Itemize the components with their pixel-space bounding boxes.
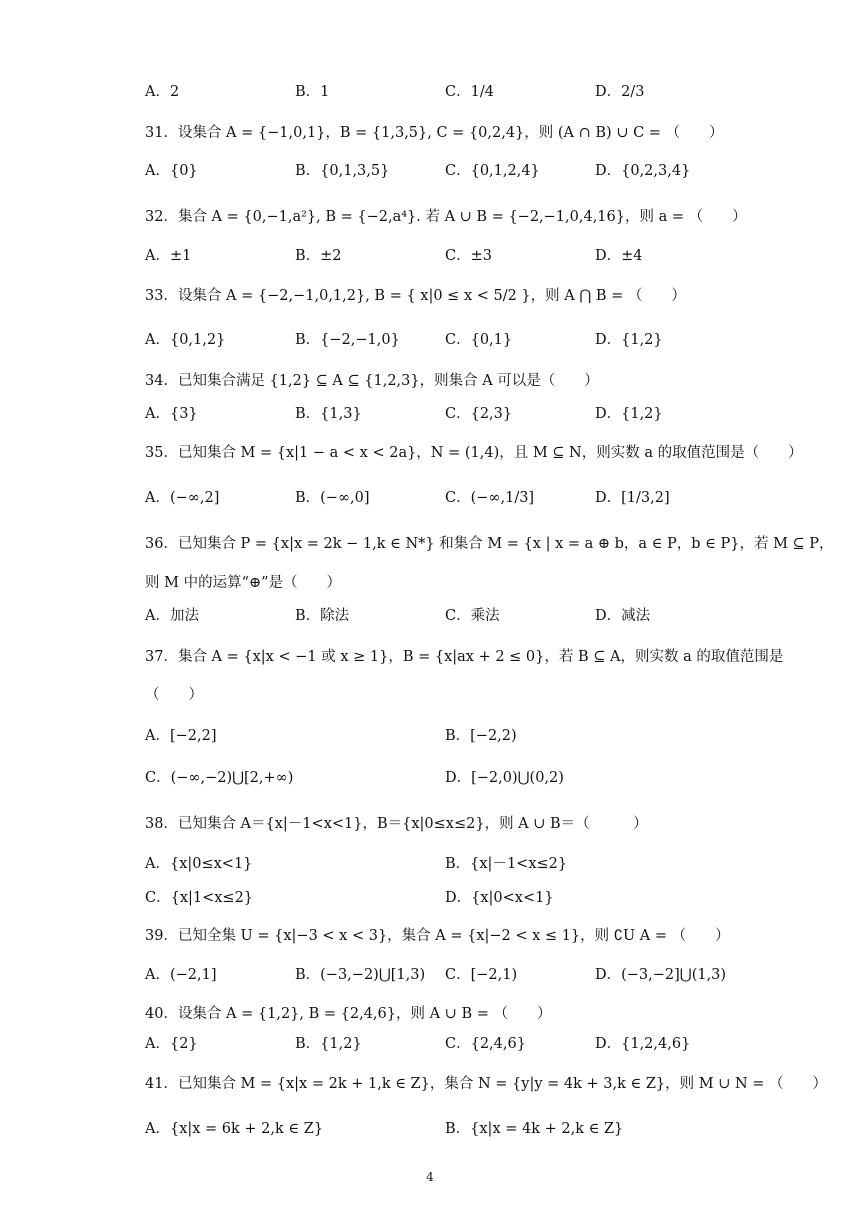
answer-option: B．±2 (295, 248, 342, 264)
question-text: （ ） (145, 687, 203, 703)
answer-option: C．±3 (445, 248, 492, 264)
answer-option: D．(−3,−2]⋃(1,3) (595, 967, 727, 983)
answer-option: D．{1,2} (595, 332, 663, 348)
answer-option: D．{x|0<x<1} (445, 890, 554, 906)
question-text: 34．已知集合满足 {1,2} ⊆ A ⊆ {1,2,3}，则集合 A 可以是（ ） (145, 373, 599, 389)
answer-option: D．{0,2,3,4} (595, 163, 691, 179)
question-text: 33．设集合 A = {−2,−1,0,1,2}, B = { x|0 ≤ x < 5/2 }，则 A ⋂ B = （ ） (145, 288, 686, 304)
answer-option: D．{1,2,4,6} (595, 1036, 691, 1052)
question-text: 31．设集合 A = {−1,0,1}，B = {1,3,5}, C = {0,2,4}，则 (A ∩ B) ∪ C = （ ） (145, 125, 724, 141)
answer-option: A．{2} (145, 1036, 198, 1052)
answer-option: C．乘法 (445, 608, 500, 624)
answer-option: C．{2,3} (445, 406, 513, 422)
answer-option: A．(−∞,2] (145, 490, 220, 506)
answer-option: D．2/3 (595, 84, 645, 100)
answer-option: B．{0,1,3,5} (295, 163, 390, 179)
answer-option: B．(−∞,0] (295, 490, 370, 506)
answer-option: D．减法 (595, 608, 651, 624)
answer-option: D．{1,2} (595, 406, 663, 422)
answer-option: B．{x|x = 4k + 2,k ∈ Z} (445, 1121, 624, 1137)
question-text: 36．已知集合 P = {x|x = 2k − 1,k ∈ N*} 和集合 M = {x | x = a ⊕ b，a ∈ P，b ∈ P}，若 M ⊆ P， (145, 536, 834, 552)
answer-option: A．(−2,1] (145, 967, 217, 983)
answer-option: A．2 (145, 84, 180, 100)
question-text: 35．已知集合 M = {x|1 − a < x < 2a}，N = (1,4)，且 M ⊆ N，则实数 a 的取值范围是（ ） (145, 445, 803, 461)
answer-option: A．[−2,2] (145, 728, 217, 744)
answer-option: C．{2,4,6} (445, 1036, 526, 1052)
answer-option: B．(−3,−2)⋃[1,3) (295, 967, 426, 983)
answer-option: A．加法 (145, 608, 199, 624)
answer-option: D．[−2,0)⋃(0,2) (445, 770, 564, 786)
answer-option: B．{1,2} (295, 1036, 362, 1052)
answer-option: B．{x|－1<x≤2} (445, 856, 568, 872)
answer-option: B．除法 (295, 608, 350, 624)
answer-option: A．{0} (145, 163, 198, 179)
answer-option: B．{1,3} (295, 406, 362, 422)
answer-option: A．{x|x = 6k + 2,k ∈ Z} (145, 1121, 324, 1137)
answer-option: B．{−2,−1,0} (295, 332, 400, 348)
question-text: 37．集合 A = {x|x < −1 或 x ≥ 1}，B = {x|ax + 2 ≤ 0}，若 B ⊆ A，则实数 a 的取值范围是 (145, 649, 784, 665)
question-text: 39．已知全集 U = {x|−3 < x < 3}，集合 A = {x|−2 < x ≤ 1}，则 ∁U A = （ ） (145, 928, 730, 944)
page-number: 4 (426, 1170, 434, 1184)
answer-option: A．{x|0≤x<1} (145, 856, 253, 872)
question-text: 40．设集合 A = {1,2}, B = {2,4,6}，则 A ∪ B = （ ） (145, 1006, 552, 1022)
answer-option: D．[1/3,2] (595, 490, 670, 506)
answer-option: A．{3} (145, 406, 198, 422)
question-text: 32．集合 A = {0,−1,a²}, B = {−2,a⁴}. 若 A ∪ B = {−2,−1,0,4,16}，则 a = （ ） (145, 209, 747, 225)
answer-option: C．(−∞,−2)⋃[2,+∞) (145, 770, 294, 786)
question-text: 则 M 中的运算“⊕”是（ ） (145, 575, 342, 591)
answer-option: C．(−∞,1/3] (445, 490, 535, 506)
answer-option: B．[−2,2) (445, 728, 517, 744)
answer-option: C．1/4 (445, 84, 494, 100)
answer-option: D．±4 (595, 248, 643, 264)
answer-option: B．1 (295, 84, 330, 100)
question-text: 41．已知集合 M = {x|x = 2k + 1,k ∈ Z}，集合 N = {y|y = 4k + 3,k ∈ Z}，则 M ∪ N = （ ） (145, 1076, 828, 1092)
answer-option: C．{x|1<x≤2} (145, 890, 254, 906)
answer-option: A．±1 (145, 248, 192, 264)
answer-option: C．[−2,1) (445, 967, 518, 983)
answer-option: A．{0,1,2} (145, 332, 226, 348)
answer-option: C．{0,1} (445, 332, 513, 348)
question-text: 38．已知集合 A＝{x|－1<x<1}，B＝{x|0≤x≤2}，则 A ∪ B＝（ ） (145, 816, 648, 832)
answer-option: C．{0,1,2,4} (445, 163, 540, 179)
